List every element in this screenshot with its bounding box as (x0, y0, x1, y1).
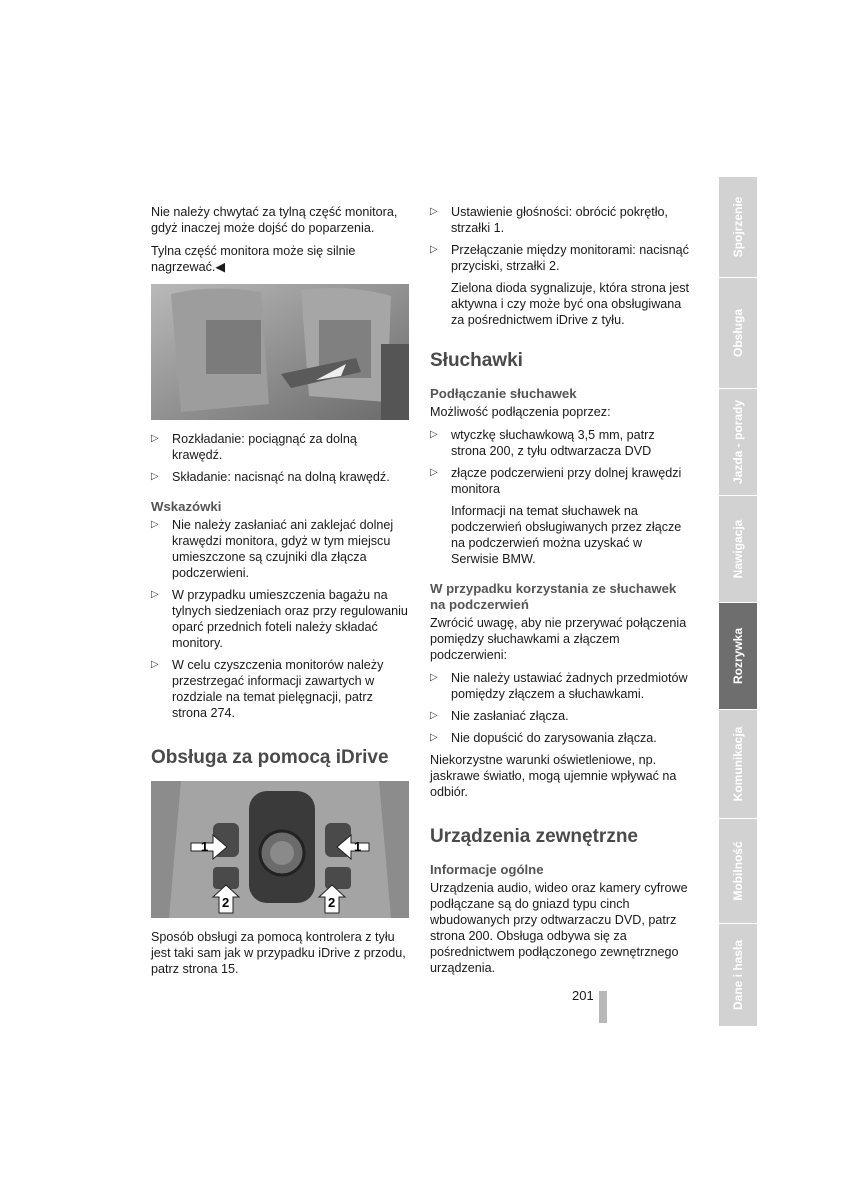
tab-komunikacja[interactable]: Komunikacja (719, 710, 757, 819)
left-column (151, 204, 409, 984)
heading-external-devices: Urządzenia zewnętrzne (430, 826, 638, 847)
list-item: ▷ Nie zasłaniać złącza. (430, 708, 692, 724)
tab-spojrzenie[interactable]: Spojrzenie (719, 177, 757, 278)
heading-general: Informacje ogólne (430, 862, 544, 877)
heading-tips: Wskazówki (151, 499, 222, 514)
paragraph-ir-info: Informacji na temat słuchawek na podczerwień obsługiwanych przez złącze na podczerwień można uzyskać w Serwisie BMW. (451, 504, 682, 566)
list-item: ▷ złącze podczerwieni przy dolnej krawędzi monitora (430, 465, 692, 497)
tips-list (151, 517, 409, 721)
tab-dane-i-hasla[interactable]: Dane i hasła (719, 924, 757, 1027)
paragraph-hold-warning: Nie należy chwytać za tylną część monitora, gdyż inaczej może dojść do poparzenia. (151, 205, 398, 235)
list-item: ▷ Nie należy ustawiać żadnych przedmiotów pomiędzy złączem a słuchawkami. (430, 670, 692, 702)
page-number: 201 (572, 988, 594, 1003)
paragraph-light: Niekorzystne warunki oświetleniowe, np. jaskrawe światło, mogą ujemnie wpływać na odbiór. (430, 753, 677, 799)
list-item: ▷ W przypadku umieszczenia bagażu na tylnych siedzeniach oraz przy regulowaniu oparć przednich foteli należy składać monitory. (151, 587, 409, 651)
heading-idrive: Obsługa za pomocą iDrive (151, 747, 389, 768)
list-item: ▷ W celu czyszczenia monitorów należy przestrzegać informacji zawartych w rozdziale na temat pielęgnacji, patrz strona 274. (151, 657, 409, 721)
list-item: ▷ Rozkładanie: pociągnąć za dolną krawędź. (151, 431, 409, 463)
callout-1-right: 1 (354, 839, 362, 854)
heading-headphones: Słuchawki (430, 350, 523, 371)
heading-ir: W przypadku korzystania ze słuchawek na podczerwień (430, 581, 677, 612)
paragraph-idrive-usage: Sposób obsługi za pomocą kontrolera z tyłu jest taki sam jak w przypadku iDrive z przodu, patrz strona 15. (151, 930, 406, 976)
rear-monitor-photo (151, 284, 409, 420)
paragraph-led-note: Zielona dioda sygnalizuje, która strona jest aktywna i czy może być ona obsługiwana za pośrednictwem iDrive z tyłu. (451, 281, 690, 327)
tab-nawigacja[interactable]: Nawigacja (719, 496, 757, 603)
connect-list (430, 427, 692, 497)
chapter-tabs (719, 177, 757, 1027)
tab-obsluga[interactable]: Obsługa (719, 278, 757, 389)
paragraph-general: Urządzenia audio, wideo oraz kamery cyfrowe podłączane są do gniazd typu cinch wbudowanych przy odtwarzaczu DVD, patrz strona 200. Obsługa odbywa się za pośrednictwem podłączonego zewnętrznego urządzenia. (430, 881, 688, 975)
paragraph-heat-warning: Tylna część monitora może się silnie nagrzewać.◀ (151, 244, 356, 274)
list-item: ▷ Nie należy zasłaniać ani zaklejać dolnej krawędzi monitora, gdyż w tym miejscu umieszczone są czujniki dla złącza podczerwieni. (151, 517, 409, 581)
paragraph-connect: Możliwość podłączenia poprzez: (430, 405, 611, 419)
tab-rozrywka[interactable]: Rozrywka (719, 603, 757, 710)
page-number-bar (599, 991, 607, 1023)
controls-list (430, 204, 692, 274)
list-item: ▷ Ustawienie głośności: obrócić pokrętło, strzałki 1. (430, 204, 692, 236)
list-item: ▷ wtyczkę słuchawkową 3,5 mm, patrz strona 200, z tyłu odtwarzacza DVD (430, 427, 692, 459)
heading-connect: Podłączanie słuchawek (430, 386, 577, 401)
rear-controller-photo (151, 781, 409, 918)
tab-mobilnosc[interactable]: Mobilność (719, 819, 757, 924)
list-item: ▷ Przełączanie między monitorami: nacisnąć przyciski, strzałki 2. (430, 242, 692, 274)
right-column (430, 204, 692, 983)
callout-1-left: 1 (201, 839, 209, 854)
list-item: ▷ Składanie: nacisnąć na dolną krawędź. (151, 469, 409, 485)
callout-2-left: 2 (222, 895, 230, 910)
callout-2-right: 2 (328, 895, 336, 910)
unfold-fold-list (151, 431, 409, 485)
tab-jazda-porady[interactable]: Jazda - porady (719, 389, 757, 496)
ir-list (430, 670, 692, 746)
list-item: ▷ Nie dopuścić do zarysowania złącza. (430, 730, 692, 746)
paragraph-ir: Zwrócić uwagę, aby nie przerywać połączenia pomiędzy słuchawkami a złączem podczerwieni: (430, 616, 687, 662)
